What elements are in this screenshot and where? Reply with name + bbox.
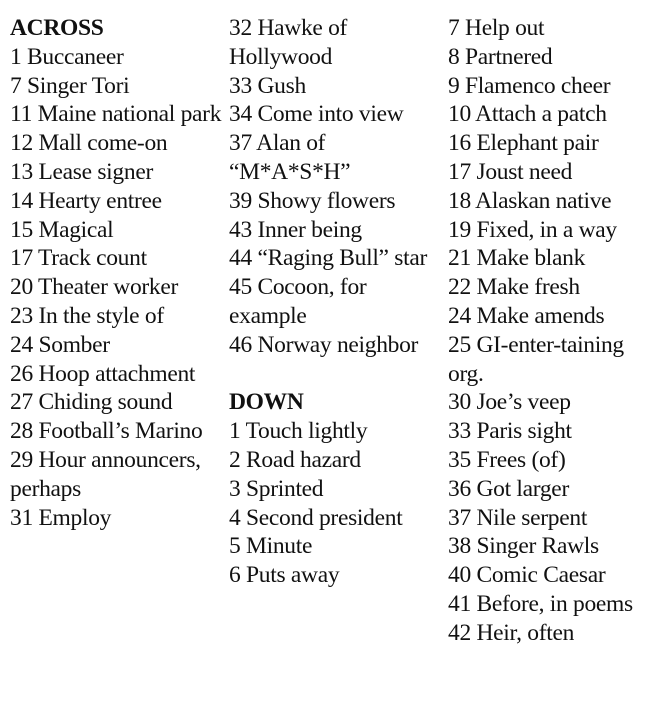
down-clue-5: 5 Minute: [229, 533, 313, 560]
across-clue-44: 44 “Raging Bull” star: [229, 245, 427, 272]
column-1: [10, 14, 222, 532]
column-3: [448, 14, 648, 648]
down-clue-38: 38 Singer Rawls: [448, 533, 599, 560]
across-clue-33: 33 Gush: [229, 72, 306, 99]
down-clue-22: 22 Make fresh: [448, 274, 580, 301]
down-heading: DOWN: [229, 389, 304, 416]
down-clue-6: 6 Puts away: [229, 562, 340, 589]
across-clue-23: 23 In the style of: [10, 302, 164, 329]
down-clue-18: 18 Alaskan native: [448, 187, 612, 214]
down-clue-36: 36 Got larger: [448, 475, 569, 502]
across-clue-11: 11 Maine national park: [10, 101, 222, 128]
across-clue-27: 27 Chiding sound: [10, 389, 173, 416]
across-clue-46: 46 Norway neighbor: [229, 331, 419, 358]
down-clue-41: 41 Before, in poems: [448, 590, 633, 617]
across-clue-20: 20 Theater worker: [10, 274, 179, 301]
across-clue-29: 29 Hour announcers, perhaps: [10, 446, 201, 502]
section-spacer: [229, 360, 443, 389]
across-clue-26: 26 Hoop attachment: [10, 360, 196, 387]
across-clue-37: 37 Alan of “M*A*S*H”: [229, 130, 351, 185]
across-clue-17: 17 Track count: [10, 245, 147, 272]
across-clue-12: 12 Mall come-on: [10, 130, 168, 157]
across-clue-14: 14 Hearty entree: [10, 187, 162, 214]
across-clue-45: 45 Cocoon, for example: [229, 274, 367, 329]
across-clue-15: 15 Magical: [10, 216, 114, 243]
across-clue-28: 28 Football’s Marino: [10, 418, 203, 445]
down-clue-3: 3 Sprinted: [229, 475, 324, 502]
down-clue-17: 17 Joust need: [448, 158, 573, 185]
across-clue-32: 32 Hawke of Hollywood: [229, 15, 348, 70]
down-clue-2: 2 Road hazard: [229, 446, 361, 473]
across-clue-1: 1 Buccaneer: [10, 43, 124, 70]
across-clue-34: 34 Come into view: [229, 101, 404, 128]
column-2: [229, 14, 443, 590]
across-clue-13: 13 Lease signer: [10, 158, 153, 185]
across-clue-24: 24 Somber: [10, 331, 110, 358]
down-clue-8: 8 Partnered: [448, 43, 553, 70]
down-clue-33: 33 Paris sight: [448, 418, 572, 445]
across-clue-43: 43 Inner being: [229, 216, 362, 243]
down-clue-40: 40 Comic Caesar: [448, 562, 606, 589]
down-clue-35: 35 Frees (of): [448, 446, 566, 473]
down-clue-30: 30 Joe’s veep: [448, 389, 571, 416]
across-clue-7: 7 Singer Tori: [10, 72, 130, 99]
down-clue-16: 16 Elephant pair: [448, 130, 599, 157]
down-clue-42: 42 Heir, often: [448, 619, 575, 646]
down-clue-4: 4 Second president: [229, 504, 403, 531]
across-clue-31: 31 Employ: [10, 504, 112, 531]
down-clue-21: 21 Make blank: [448, 245, 586, 272]
down-clue-9: 9 Flamenco cheer: [448, 72, 611, 99]
down-clue-7: 7 Help out: [448, 15, 545, 41]
across-heading: ACROSS: [10, 15, 104, 41]
down-clue-37: 37 Nile serpent: [448, 504, 588, 531]
down-clue-10: 10 Attach a patch: [448, 101, 607, 128]
down-clue-19: 19 Fixed, in a way: [448, 216, 617, 243]
down-clue-24: 24 Make amends: [448, 302, 605, 329]
across-clue-39: 39 Showy flowers: [229, 187, 396, 214]
down-clue-25: 25 GI-enter-taining org.: [448, 331, 624, 387]
down-clue-1: 1 Touch lightly: [229, 418, 368, 445]
